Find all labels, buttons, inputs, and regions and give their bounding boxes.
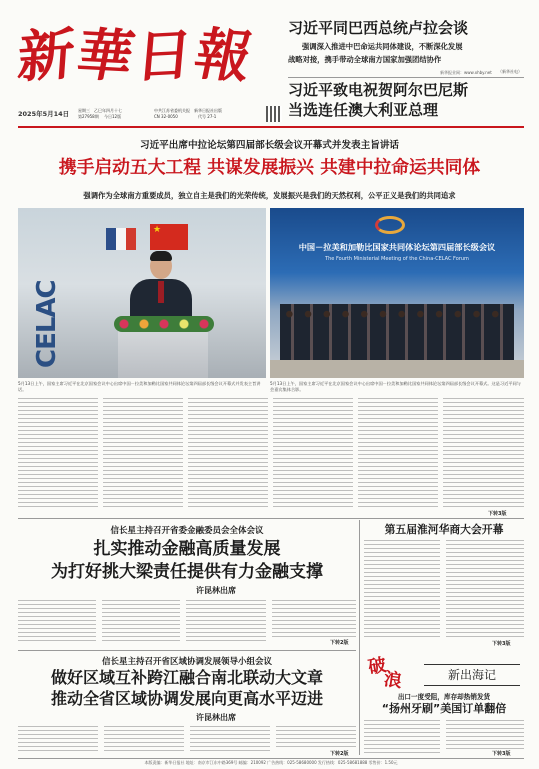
forum-banner-en: The Fourth Ministerial Meeting of the China-CELAC Forum bbox=[325, 256, 469, 262]
top-story-1-sub1: 强调深入推进中巴命运共同体建设，不断深化发展 bbox=[302, 42, 463, 51]
finance-headline2: 为打好挑大梁责任提供有力金融支撑 bbox=[51, 562, 323, 582]
lead-kicker: 习近平出席中拉论坛第四届部长级会议开幕式并发表主旨讲话 bbox=[139, 140, 400, 151]
lead-photo-left bbox=[18, 208, 266, 378]
top-story-1 bbox=[288, 18, 524, 78]
haiji-body-col2 bbox=[446, 720, 524, 750]
issue-info bbox=[18, 108, 280, 122]
lead-body-col4 bbox=[273, 398, 353, 510]
region-body-col1 bbox=[18, 726, 98, 754]
issue-date: 2025年5月14日 bbox=[18, 110, 70, 118]
lead-headline: 携手启动五大工程 共谋发展振兴 共建中拉命运共同体 bbox=[58, 157, 481, 178]
masthead-rule bbox=[18, 126, 524, 128]
region-kicker: 信长星主持召开省区域协调发展领导小组会议 bbox=[101, 657, 272, 667]
region-body-col3 bbox=[190, 726, 270, 754]
haiji-brand-char2: 浪 bbox=[382, 668, 404, 693]
column-divider bbox=[359, 520, 360, 755]
haiji-headline: “扬州牙刷”美国订单翻倍 bbox=[381, 702, 507, 715]
finance-body-col2 bbox=[102, 600, 180, 644]
haiji-body-col1 bbox=[364, 720, 440, 754]
huaihe-body-col2 bbox=[446, 540, 524, 640]
qr-code bbox=[266, 106, 282, 122]
masthead-char: 日 bbox=[133, 21, 196, 91]
celac-logo-text: CELAC bbox=[32, 280, 62, 368]
issue-publisher: 中共江苏省委机关报 bbox=[154, 108, 190, 113]
finance-body-col4 bbox=[272, 600, 356, 640]
region-more-link[interactable]: 下转2版 bbox=[330, 751, 349, 757]
issue-rights: 新华日报社出版 bbox=[194, 108, 222, 113]
region-headline2: 推动全省区域协调发展向更高水平迈进 bbox=[50, 689, 323, 708]
lead-body-col5 bbox=[358, 398, 438, 510]
issue-weekday: 星期三 bbox=[78, 108, 90, 113]
lead-photo-right bbox=[270, 208, 524, 378]
finance-body-col1 bbox=[18, 600, 96, 644]
masthead-char: 新 bbox=[15, 21, 77, 91]
top-story-2 bbox=[288, 80, 524, 124]
flag-star-icon: ★ bbox=[153, 225, 162, 235]
speaker-tie bbox=[158, 281, 164, 303]
haiji-column-box bbox=[424, 664, 520, 686]
divider bbox=[288, 77, 524, 78]
haiji-more-link[interactable]: 下转3版 bbox=[492, 751, 511, 757]
lead-body-col2 bbox=[103, 398, 183, 510]
flowers bbox=[114, 316, 214, 332]
lectern bbox=[118, 326, 208, 378]
top-story-2-headline: 习近平致电祝贺阿尔巴尼斯 bbox=[288, 81, 469, 99]
region-headline1: 做好区域互补跨江融合南北联动大文章 bbox=[50, 668, 323, 687]
celac-logo bbox=[32, 248, 92, 368]
issue-pages: 今日12版 bbox=[104, 114, 122, 119]
section-divider-2 bbox=[18, 650, 356, 651]
masthead-char: 華 bbox=[71, 21, 140, 91]
top-story-2-headline2: 当选连任澳大利亚总理 bbox=[288, 101, 439, 119]
region-body-col2 bbox=[104, 726, 184, 754]
flag-left bbox=[106, 228, 136, 250]
huaihe-headline: 第五届淮河华商大会开幕 bbox=[384, 523, 504, 536]
haiji-column-title: 新出海记 bbox=[447, 668, 496, 682]
finance-sign: 许昆林出席 bbox=[196, 586, 236, 595]
haiji-kicker: 出口一度受阻，库存却热销发货 bbox=[397, 693, 491, 701]
masthead-char: 報 bbox=[188, 21, 258, 91]
issue-code: 代号 27-1 bbox=[198, 114, 217, 119]
finance-headline1: 扎实推动金融高质量发展 bbox=[93, 539, 281, 559]
footer-text: 本版责编：新华日报社 地址：南京市江东中路369号 邮编：210092 广告热线：025-58680000 发行热线：025-58681888 零售价：1.50元 bbox=[144, 760, 398, 765]
finance-more-link[interactable]: 下转2版 bbox=[330, 640, 349, 646]
lead-deck: 强调作为全球南方重要成员，独立自主是我们的光荣传统，发展振兴是我们的天然权利，公平正义是我们的共同追求 bbox=[83, 191, 456, 200]
lead-caption-right: 5月13日上午，国家主席习近平在北京国家会议中心出席中国－拉美和加勒比国家共同体论坛第四届部长级会议开幕式。这是习近平同与会嘉宾集体合影。 bbox=[270, 381, 521, 392]
lead-body-col3 bbox=[188, 398, 268, 510]
haiji-brand bbox=[368, 652, 428, 692]
masthead-url: 新华报业网：www.xhby.net bbox=[440, 70, 492, 75]
lead-caption-left: 5月13日上午，国家主席习近平在北京国家会议中心出席中国－拉美和加勒比国家共同体论坛第四届部长级会议开幕式并发表主旨讲话。 bbox=[18, 381, 261, 392]
section-divider bbox=[18, 518, 524, 519]
finance-body-col3 bbox=[186, 600, 266, 644]
stage-floor bbox=[270, 360, 524, 378]
forum-logo bbox=[375, 216, 405, 234]
lead-body-col6 bbox=[443, 398, 524, 510]
footer-rule bbox=[18, 758, 524, 759]
group-photo-people bbox=[280, 304, 514, 360]
region-body-col4 bbox=[276, 726, 356, 750]
top-story-1-credit: （新华社电） bbox=[498, 69, 522, 74]
issue-cn: CN 32-0050 bbox=[154, 114, 178, 119]
masthead-title bbox=[15, 21, 280, 92]
lead-more-link[interactable]: 下转3版 bbox=[488, 511, 507, 517]
forum-banner-cn: 中国－拉美和加勒比国家共同体论坛第四届部长级会议 bbox=[298, 242, 496, 252]
speaker-hair bbox=[150, 251, 172, 261]
haiji-brand-char1: 破 bbox=[366, 654, 388, 679]
region-sign: 许昆林出席 bbox=[196, 713, 236, 722]
top-story-1-sub2: 战略对接，携手带动全球南方国家加强团结协作 bbox=[288, 55, 442, 64]
top-story-1-headline: 习近平同巴西总统卢拉会谈 bbox=[288, 19, 469, 37]
huaihe-body-col1 bbox=[364, 540, 440, 640]
issue-lunar: 乙巳年四月十七 bbox=[94, 108, 122, 113]
finance-kicker: 信长星主持召开省委金融委员会全体会议 bbox=[110, 526, 264, 536]
lead-body-col1 bbox=[18, 398, 98, 510]
issue-number: 第27958期 bbox=[78, 114, 99, 119]
huaihe-more-link[interactable]: 下转3版 bbox=[492, 641, 511, 647]
